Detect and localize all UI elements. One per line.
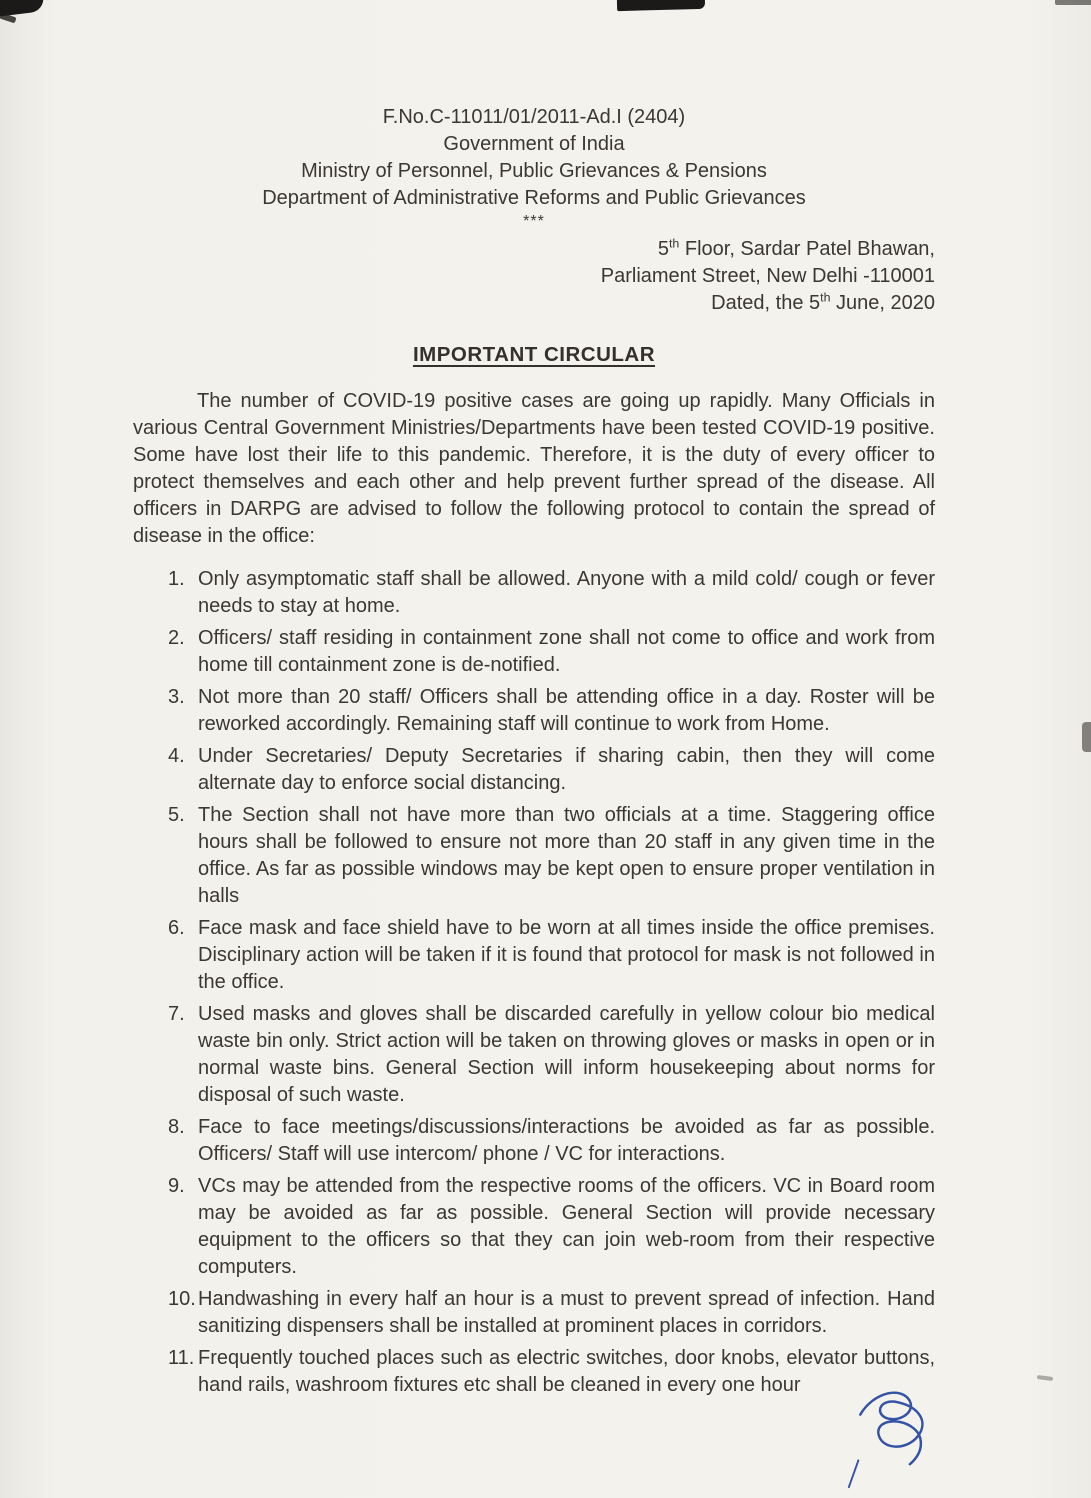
item-number: 2. — [168, 627, 185, 649]
item-number: 6. — [168, 917, 185, 939]
signature-mark — [845, 1380, 950, 1495]
item-text: Officers/ staff residing in containment zone shall not come to office and work from home till containment zone is de-notified. — [198, 627, 935, 676]
item-text: Under Secretaries/ Deputy Secretaries if sharing cabin, then they will come alternate day to enforce social distancing. — [198, 745, 935, 794]
intro-paragraph: The number of COVID-19 positive cases are going up rapidly. Many Officials in various Central Government Ministries/Departments have been tested COVID-19 positive. Some have lost their life to this pandemic. Therefore, it is the duty of every officer to protect themselves and each other and help prevent further spread of the disease. All officers in DARPG are advised to follow the following protocol to contain the spread of disease in the office: — [133, 390, 935, 547]
scan-artifact-top-right — [1055, 0, 1091, 5]
date-rest: June, 2020 — [830, 292, 935, 314]
item-text: Only asymptomatic staff shall be allowed. Anyone with a mild cold/ cough or fever needs to stay at home. — [198, 568, 935, 617]
scan-artifact-right-edge — [1082, 722, 1091, 752]
item-number: 3. — [168, 686, 185, 708]
protocol-item-2 — [168, 625, 935, 679]
date-ordinal-suffix: th — [820, 290, 831, 305]
separator-stars: *** — [523, 213, 545, 230]
item-text: The Section shall not have more than two officials at a time. Staggering office hours shall be followed to ensure not more than 20 staff in any given time in the office. As far as possible windows may be kept open to ensure proper ventilation in halls — [198, 804, 935, 907]
floor-number: 5 — [657, 238, 669, 260]
item-text: Handwashing in every half an hour is a must to prevent spread of infection. Hand sanitizing dispensers shall be installed at prominent places in corridors. — [198, 1288, 935, 1337]
item-text: Face mask and face shield have to be worn at all times inside the office premises. Disciplinary action will be taken if it is found that protocol for mask is not followed in the office. — [198, 917, 935, 993]
reference-number: F.No.C-11011/01/2011-Ad.I (2404) — [382, 106, 686, 128]
item-number: 7. — [168, 1003, 185, 1025]
item-number: 10. — [168, 1288, 196, 1310]
item-number: 9. — [168, 1175, 185, 1197]
item-number: 8. — [168, 1116, 185, 1138]
floor-ordinal-suffix: th — [668, 236, 680, 251]
item-text: Face to face meetings/discussions/interactions be avoided as far as possible. Officers/ Staff will use intercom/ phone / VC for interactions. — [198, 1116, 935, 1165]
address-line-floor — [133, 236, 935, 263]
item-text: Frequently touched places such as electric switches, door knobs, elevator buttons, hand rails, washroom fixtures etc shall be cleaned in every one hour — [198, 1347, 935, 1396]
item-text: VCs may be attended from the respective rooms of the officers. VC in Board room may be avoided as far as possible. General Section will provide necessary equipment to the officers so that they can join web-room from their respective computers. — [198, 1175, 935, 1278]
protocol-item-5 — [168, 802, 935, 910]
protocol-item-9 — [168, 1173, 935, 1281]
document-header — [133, 104, 935, 230]
document-content — [133, 104, 935, 1404]
item-text: Used masks and gloves shall be discarded carefully in yellow colour bio medical waste bin only. Strict action will be taken on throwing gloves or masks in open or in normal waste bins. General Section will inform housekeeping about norms for disposal of such waste. — [198, 1003, 935, 1106]
item-text: Not more than 20 staff/ Officers shall be attending office in a day. Roster will be reworked accordingly. Remaining staff will continue to work from Home. — [198, 686, 935, 735]
document-title: IMPORTANT CIRCULAR — [412, 343, 656, 366]
org-line-ministry: Ministry of Personnel, Public Grievances & Pensions — [301, 160, 767, 182]
org-line-department: Department of Administrative Reforms and Public Grievances — [262, 187, 806, 209]
protocol-item-8 — [168, 1114, 935, 1168]
date-line — [133, 290, 935, 317]
protocol-item-7 — [168, 1001, 935, 1109]
item-number: 11. — [168, 1347, 195, 1369]
item-number: 1. — [168, 568, 185, 590]
protocol-item-4 — [168, 743, 935, 797]
item-number: 5. — [168, 804, 185, 826]
item-number: 4. — [168, 745, 185, 767]
protocol-item-6 — [168, 915, 935, 996]
protocol-list — [133, 566, 935, 1399]
protocol-item-11 — [168, 1345, 935, 1399]
date-prefix: Dated, the 5 — [711, 292, 821, 314]
protocol-item-10 — [168, 1286, 935, 1340]
org-line-government: Government of India — [443, 133, 625, 155]
protocol-item-1 — [168, 566, 935, 620]
address-line-street: Parliament Street, New Delhi -110001 — [600, 265, 935, 287]
protocol-item-3 — [168, 684, 935, 738]
address-block — [133, 236, 935, 317]
floor-rest: Floor, Sardar Patel Bhawan, — [679, 238, 935, 260]
scan-artifact-bottom-right — [1037, 1375, 1053, 1381]
scan-artifact-top-center — [617, 0, 705, 11]
